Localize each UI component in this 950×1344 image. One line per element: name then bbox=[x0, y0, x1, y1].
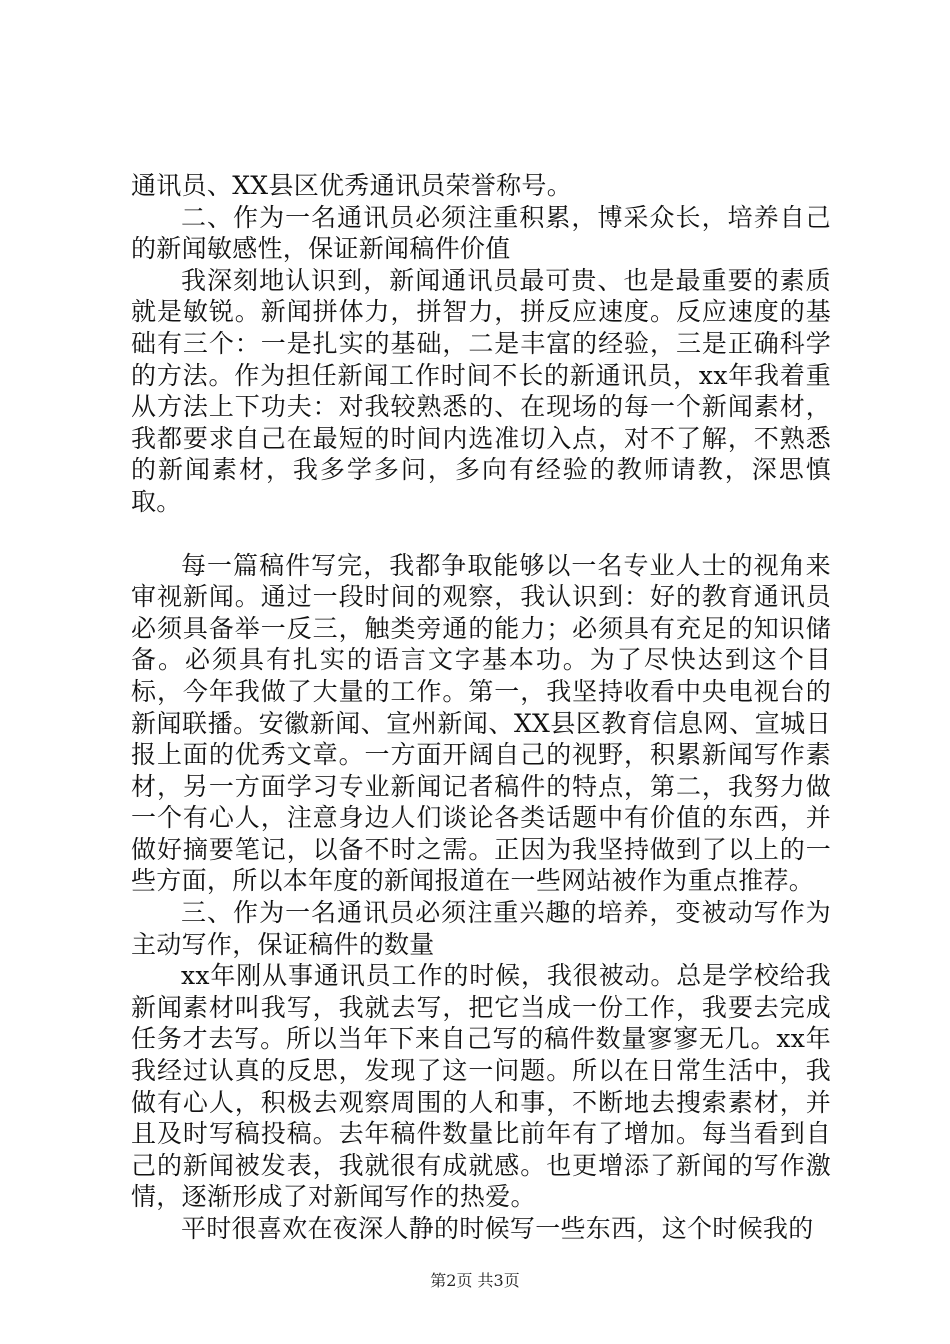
section-heading: 三、作为一名通讯员必须注重兴趣的培养，变被动写作为主动写作，保证稿件的数量 bbox=[131, 898, 831, 959]
paragraph-gap bbox=[131, 518, 831, 550]
paragraph: 平时很喜欢在夜深人静的时候写一些东西，这个时候我的 bbox=[181, 1214, 814, 1243]
paragraph: 每一篇稿件写完，我都争取能够以一名专业人士的视角来审视新闻。通过一段时间的观察，我认识到：好的教育通讯员必须具备举一反三，触类旁通的能力；必须具有充足的知识储备。必须具有扎实的语言文字基本功。为了尽快达到这个目标，今年我做了大量的工作。第一，我坚持收看中央电视台的新闻联播。安徽新闻、宣州新闻、XX县区教育信息网、宣城日报上面的优秀文章。一方面开阔自己的视野，积累新闻写作素材，另一方面学习专业新闻记者稿件的特点，第二，我努力做一个有心人，注意身边人们谈论各类话题中有价值的东西，并做好摘要笔记，以备不时之需。正因为我坚持做到了以上的一些方面，所以本年度的新闻报道在一些网站被作为重点推荐。 bbox=[131, 550, 831, 896]
paragraph: 我深刻地认识到，新闻通讯员最可贵、也是最重要的素质就是敏锐。新闻拼体力，拼智力，拼反应速度。反应速度的基础有三个：一是扎实的基础，二是丰富的经验，三是正确科学的方法。作为担任新闻工作时间不长的新通讯员，xx年我着重从方法上下功夫：对我较熟悉的、在现场的每一个新闻素材，我都要求自己在最短的时间内选准切入点，对不了解，不熟悉的新闻素材，我多学多问，多向有经验的教师请教，深思慎取。 bbox=[131, 265, 831, 516]
page-number-footer: 第2页 共3页 bbox=[430, 1271, 520, 1290]
body-text bbox=[131, 170, 831, 1245]
paragraph: 通讯员、XX县区优秀通讯员荣誉称号。 bbox=[131, 171, 572, 200]
paragraph: xx年刚从事通讯员工作的时候，我很被动。总是学校给我新闻素材叫我写，我就去写，把它当成一份工作，我要去完成任务才去写。所以当年下来自己写的稿件数量寥寥无几。xx年我经过认真的反思，发现了这一问题。所以在日常生活中，我做有心人，积极去观察周围的人和事，不断地去搜索素材，并且及时写稿投稿。去年稿件数量比前年有了增加。每当看到自己的新闻被发表，我就很有成就感。也更增添了新闻的写作激情，逐渐形成了对新闻写作的热爱。 bbox=[131, 961, 831, 1212]
section-heading: 二、作为一名通讯员必须注重积累，博采众长，培养自己的新闻敏感性，保证新闻稿件价值 bbox=[131, 202, 831, 264]
